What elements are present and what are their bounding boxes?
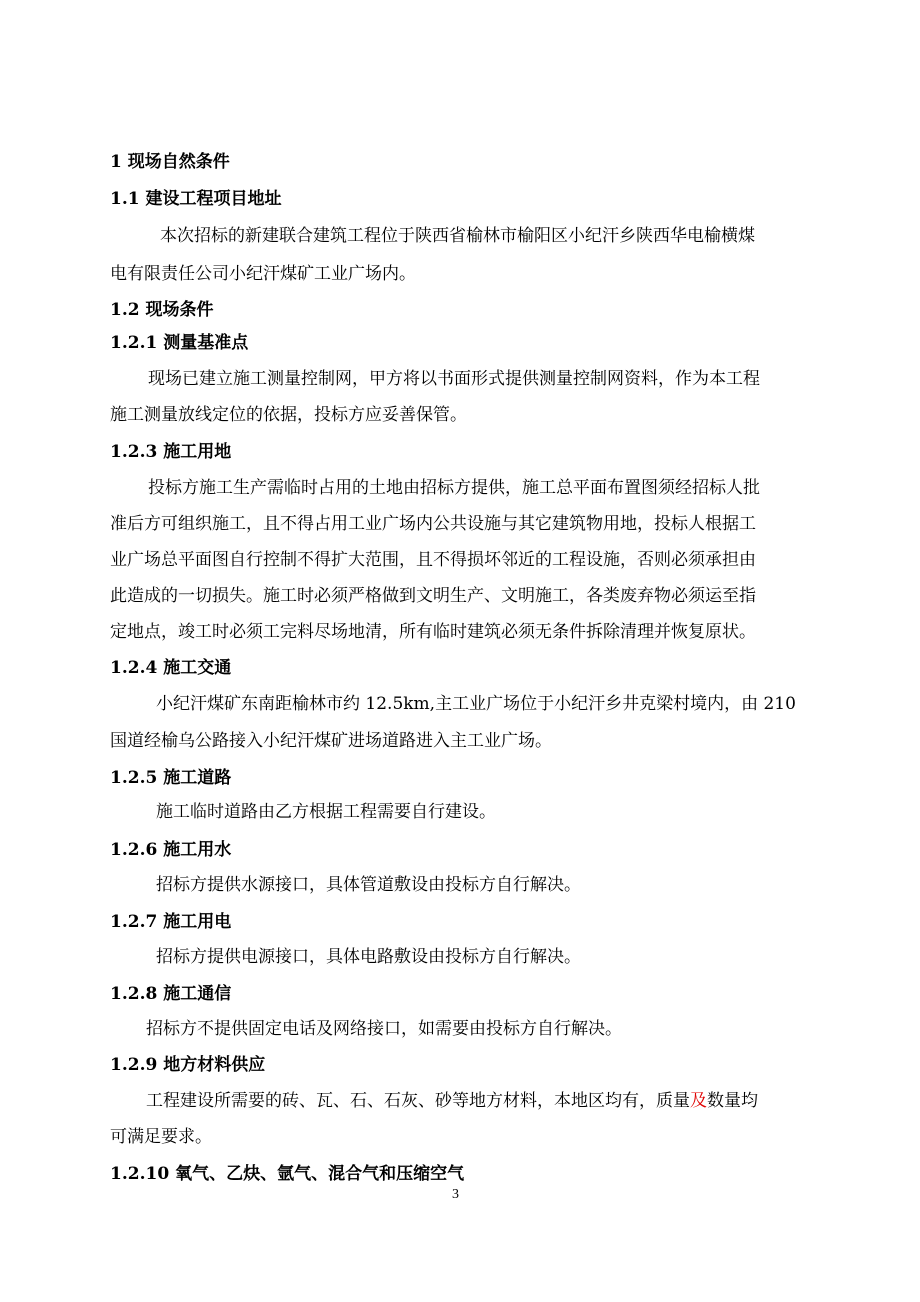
heading-1-2-1: 1.2.1 测量基准点 [110,333,249,353]
paragraph-traffic-line-1: 小纪汗煤矿东南距榆林市约 12.5km,主工业广场位于小纪汗乡井克梁村境内，由 210 [156,694,796,714]
heading-1-2-5: 1.2.5 施工道路 [110,768,232,788]
paragraph-power: 招标方提供电源接口，具体电路敷设由投标方自行解决。 [156,947,581,967]
heading-1-2: 1.2 现场条件 [110,300,214,320]
paragraph-survey-point-line-2: 施工测量放线定位的依据，投标方应妥善保管。 [110,405,467,425]
materials-highlight: 及 [690,1091,707,1111]
heading-1-2-10: 1.2.10 氧气、乙炔、氩气、混合气和压缩空气 [110,1164,465,1184]
heading-1-2-8: 1.2.8 施工通信 [110,984,232,1004]
paragraph-road: 施工临时道路由乙方根据工程需要自行建设。 [156,802,496,822]
paragraph-materials-line-2: 可满足要求。 [110,1127,212,1147]
heading-1-1: 1.1 建设工程项目地址 [110,189,282,209]
paragraph-communication: 招标方不提供固定电话及网络接口，如需要由投标方自行解决。 [146,1019,622,1039]
heading-1-2-9: 1.2.9 地方材料供应 [110,1055,266,1075]
paragraph-land-use-line-2: 准后方可组织施工，且不得占用工业广场内公共设施与其它建筑物用地，投标人根据工 [110,514,756,534]
paragraph-materials-line-1 [146,1089,758,1113]
heading-1-2-4: 1.2.4 施工交通 [110,658,232,678]
materials-text-after: 数量均 [707,1091,758,1111]
paragraph-site-address-line-2: 电有限责任公司小纪汗煤矿工业广场内。 [110,264,416,284]
paragraph-land-use-line-3: 业广场总平面图自行控制不得扩大范围，且不得损坏邻近的工程设施，否则必须承担由 [110,550,756,570]
paragraph-survey-point-line-1: 现场已建立施工测量控制网，甲方将以书面形式提供测量控制网资料，作为本工程 [148,369,760,389]
paragraph-land-use-line-1: 投标方施工生产需临时占用的土地由招标方提供，施工总平面布置图须经招标人批 [148,478,760,498]
paragraph-land-use-line-4: 此造成的一切损失。施工时必须严格做到文明生产、文明施工，各类废弃物必须运至指 [110,586,756,606]
paragraph-land-use-line-5: 定地点，竣工时必须工完料尽场地清，所有临时建筑必须无条件拆除清理并恢复原状。 [110,622,756,642]
materials-text-before: 工程建设所需要的砖、瓦、石、石灰、砂等地方材料，本地区均有，质量 [146,1091,690,1111]
heading-1-2-3: 1.2.3 施工用地 [110,442,232,462]
page-number: 3 [452,1187,459,1202]
heading-1-2-6: 1.2.6 施工用水 [110,840,232,860]
heading-1-2-7: 1.2.7 施工用电 [110,912,232,932]
paragraph-traffic-line-2: 国道经榆乌公路接入小纪汗煤矿进场道路进入主工业广场。 [110,731,552,751]
paragraph-site-address-line-1: 本次招标的新建联合建筑工程位于陕西省榆林市榆阳区小纪汗乡陕西华电榆横煤 [160,226,755,246]
paragraph-water: 招标方提供水源接口，具体管道敷设由投标方自行解决。 [156,875,581,895]
heading-1: 1 现场自然条件 [110,152,230,172]
